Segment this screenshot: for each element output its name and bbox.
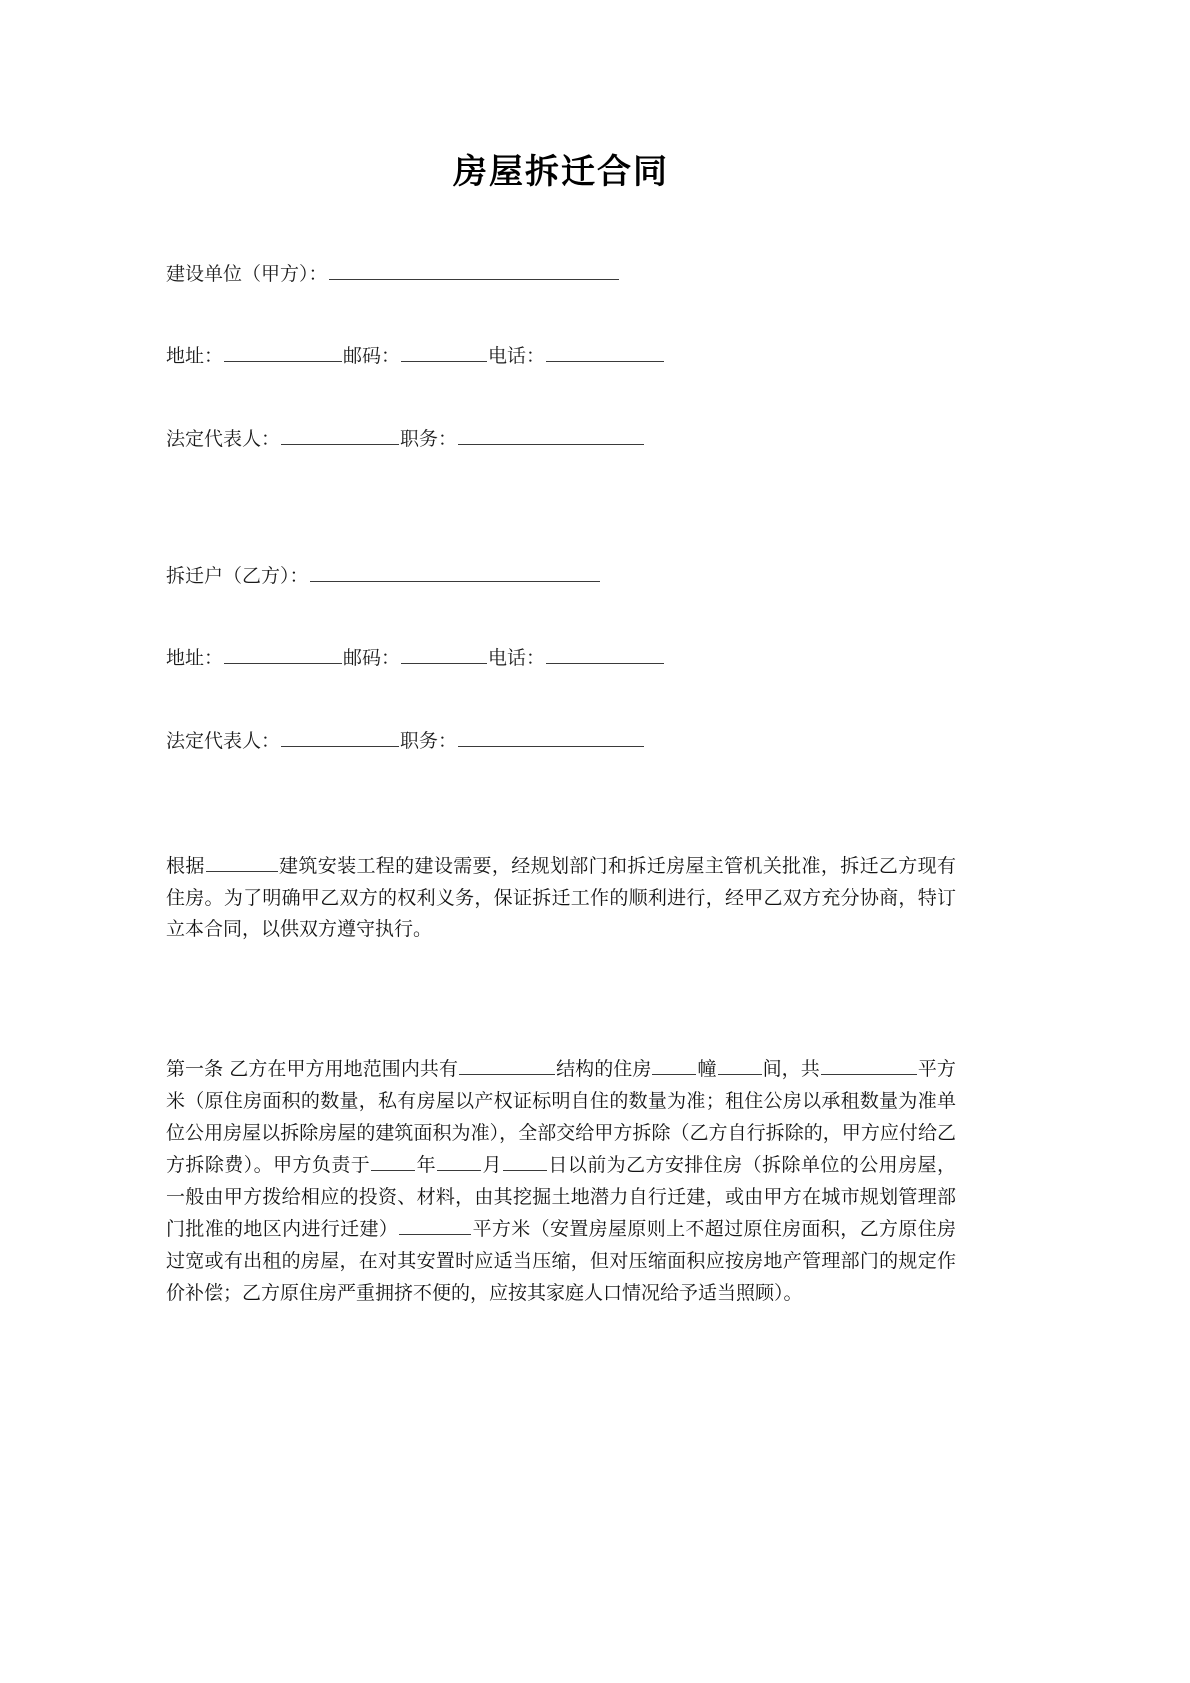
spacer-before-article-one — [166, 946, 956, 1054]
party-a-contact-line — [166, 343, 956, 370]
spacer-b2 — [166, 672, 956, 728]
party-b-org-line — [166, 563, 956, 590]
spacer-a2 — [166, 370, 956, 426]
party-b-legal-rep-label: 法定代表人： — [166, 730, 281, 753]
party-a-org-line — [166, 261, 956, 288]
party-a-address-label: 地址： — [166, 345, 224, 368]
article-one-seg-3: 幢 — [697, 1058, 717, 1081]
party-a-postcode-label: 邮码： — [343, 345, 401, 368]
party-a-legal-rep-blank[interactable] — [281, 426, 399, 445]
article-one-resettlement-area-blank[interactable] — [399, 1216, 471, 1235]
article-one-seg-6: 年 — [416, 1154, 437, 1177]
party-b-position-label: 职务： — [400, 730, 458, 753]
party-a-position-label: 职务： — [400, 428, 458, 451]
preamble-text-after-blank: 建筑安装工程的建设需要，经规划部门和拆迁房屋主管机关批准，拆迁乙方现有住房。为了明确甲乙双方的权利义务，保证拆迁工作的顺利进行，经甲乙双方充分协商，特订立本合同，以供双方遵守执行。 — [166, 854, 956, 941]
party-b-phone-blank[interactable] — [546, 645, 664, 664]
article-one-seg-7: 月 — [482, 1154, 502, 1177]
article-one-area-blank[interactable] — [821, 1056, 917, 1075]
article-one-day-blank[interactable] — [503, 1152, 547, 1171]
spacer-a1 — [166, 287, 956, 343]
article-one-paragraph — [166, 1054, 956, 1309]
preamble-paragraph — [166, 851, 956, 947]
party-b-phone-label: 电话： — [488, 647, 546, 670]
spacer-title-to-form — [166, 193, 956, 261]
party-b-position-blank[interactable] — [458, 728, 644, 747]
party-a-address-blank[interactable] — [224, 343, 342, 362]
preamble-text-before-blank: 根据 — [166, 854, 205, 877]
article-one-rooms-blank[interactable] — [718, 1056, 762, 1075]
preamble-project-blank[interactable] — [206, 853, 278, 872]
party-a-position-blank[interactable] — [458, 426, 644, 445]
article-one-seg-9: 平方米（安置房屋原则上不超过原住房面积，乙方原住房过宽或有出租的房屋，在对其安置时应适当压缩，但对压缩面积应按房地产管理部门的规定作价补偿；乙方原住房严重拥挤不便的，应按其家庭人口情况给予适当照顾）。 — [166, 1217, 956, 1304]
party-a-rep-line — [166, 426, 956, 453]
article-one-seg-1: 乙方在甲方用地范围内共有 — [229, 1058, 459, 1081]
document-content — [166, 0, 956, 1310]
party-b-postcode-blank[interactable] — [401, 645, 487, 664]
article-one-month-blank[interactable] — [437, 1152, 481, 1171]
party-b-org-label: 拆迁户（乙方）： — [166, 564, 309, 587]
party-a-phone-label: 电话： — [488, 345, 546, 368]
party-b-legal-rep-blank[interactable] — [281, 728, 399, 747]
party-a-phone-blank[interactable] — [546, 343, 664, 362]
party-b-contact-line — [166, 645, 956, 672]
party-b-rep-line — [166, 728, 956, 755]
party-a-legal-rep-label: 法定代表人： — [166, 428, 281, 451]
article-one-year-blank[interactable] — [371, 1152, 415, 1171]
spacer-b1 — [166, 589, 956, 645]
article-one-heading: 第一条 — [166, 1058, 224, 1081]
article-one-seg-8: 日以前为乙方安排住房（拆除单位的公用房屋，一般由甲方拨给相应的投资、材料，由其挖掘土地潜力自行迁建，或由甲方在城市规划管理部门批准的地区内进行迁建） — [166, 1154, 956, 1240]
party-a-org-label: 建设单位（甲方）： — [166, 262, 328, 285]
party-b-block — [166, 563, 956, 755]
article-one-seg-2: 结构的住房 — [556, 1058, 652, 1081]
page-title: 房屋拆迁合同 — [453, 152, 669, 192]
party-b-address-blank[interactable] — [224, 645, 342, 664]
party-a-block — [166, 261, 956, 453]
article-one-buildings-blank[interactable] — [652, 1056, 696, 1075]
party-b-postcode-label: 邮码： — [343, 647, 401, 670]
article-one-seg-5: 平方米（原住房面积的数量，私有房屋以产权证标明自住的数量为准；租住公房以承租数量为准单位公用房屋以拆除房屋的建筑面积为准），全部交给甲方拆除（乙方自行拆除的，甲方应付给乙方拆除费）。甲方负责于 — [166, 1058, 956, 1177]
party-a-postcode-blank[interactable] — [401, 343, 487, 362]
party-b-address-label: 地址： — [166, 647, 224, 670]
article-one-seg-4: 间，共 — [762, 1058, 820, 1081]
article-one-structure-blank[interactable] — [459, 1056, 555, 1075]
party-b-org-blank[interactable] — [310, 563, 600, 582]
spacer-between-parties — [166, 453, 956, 563]
spacer-before-preamble — [166, 755, 956, 851]
party-a-org-blank[interactable] — [329, 261, 619, 280]
